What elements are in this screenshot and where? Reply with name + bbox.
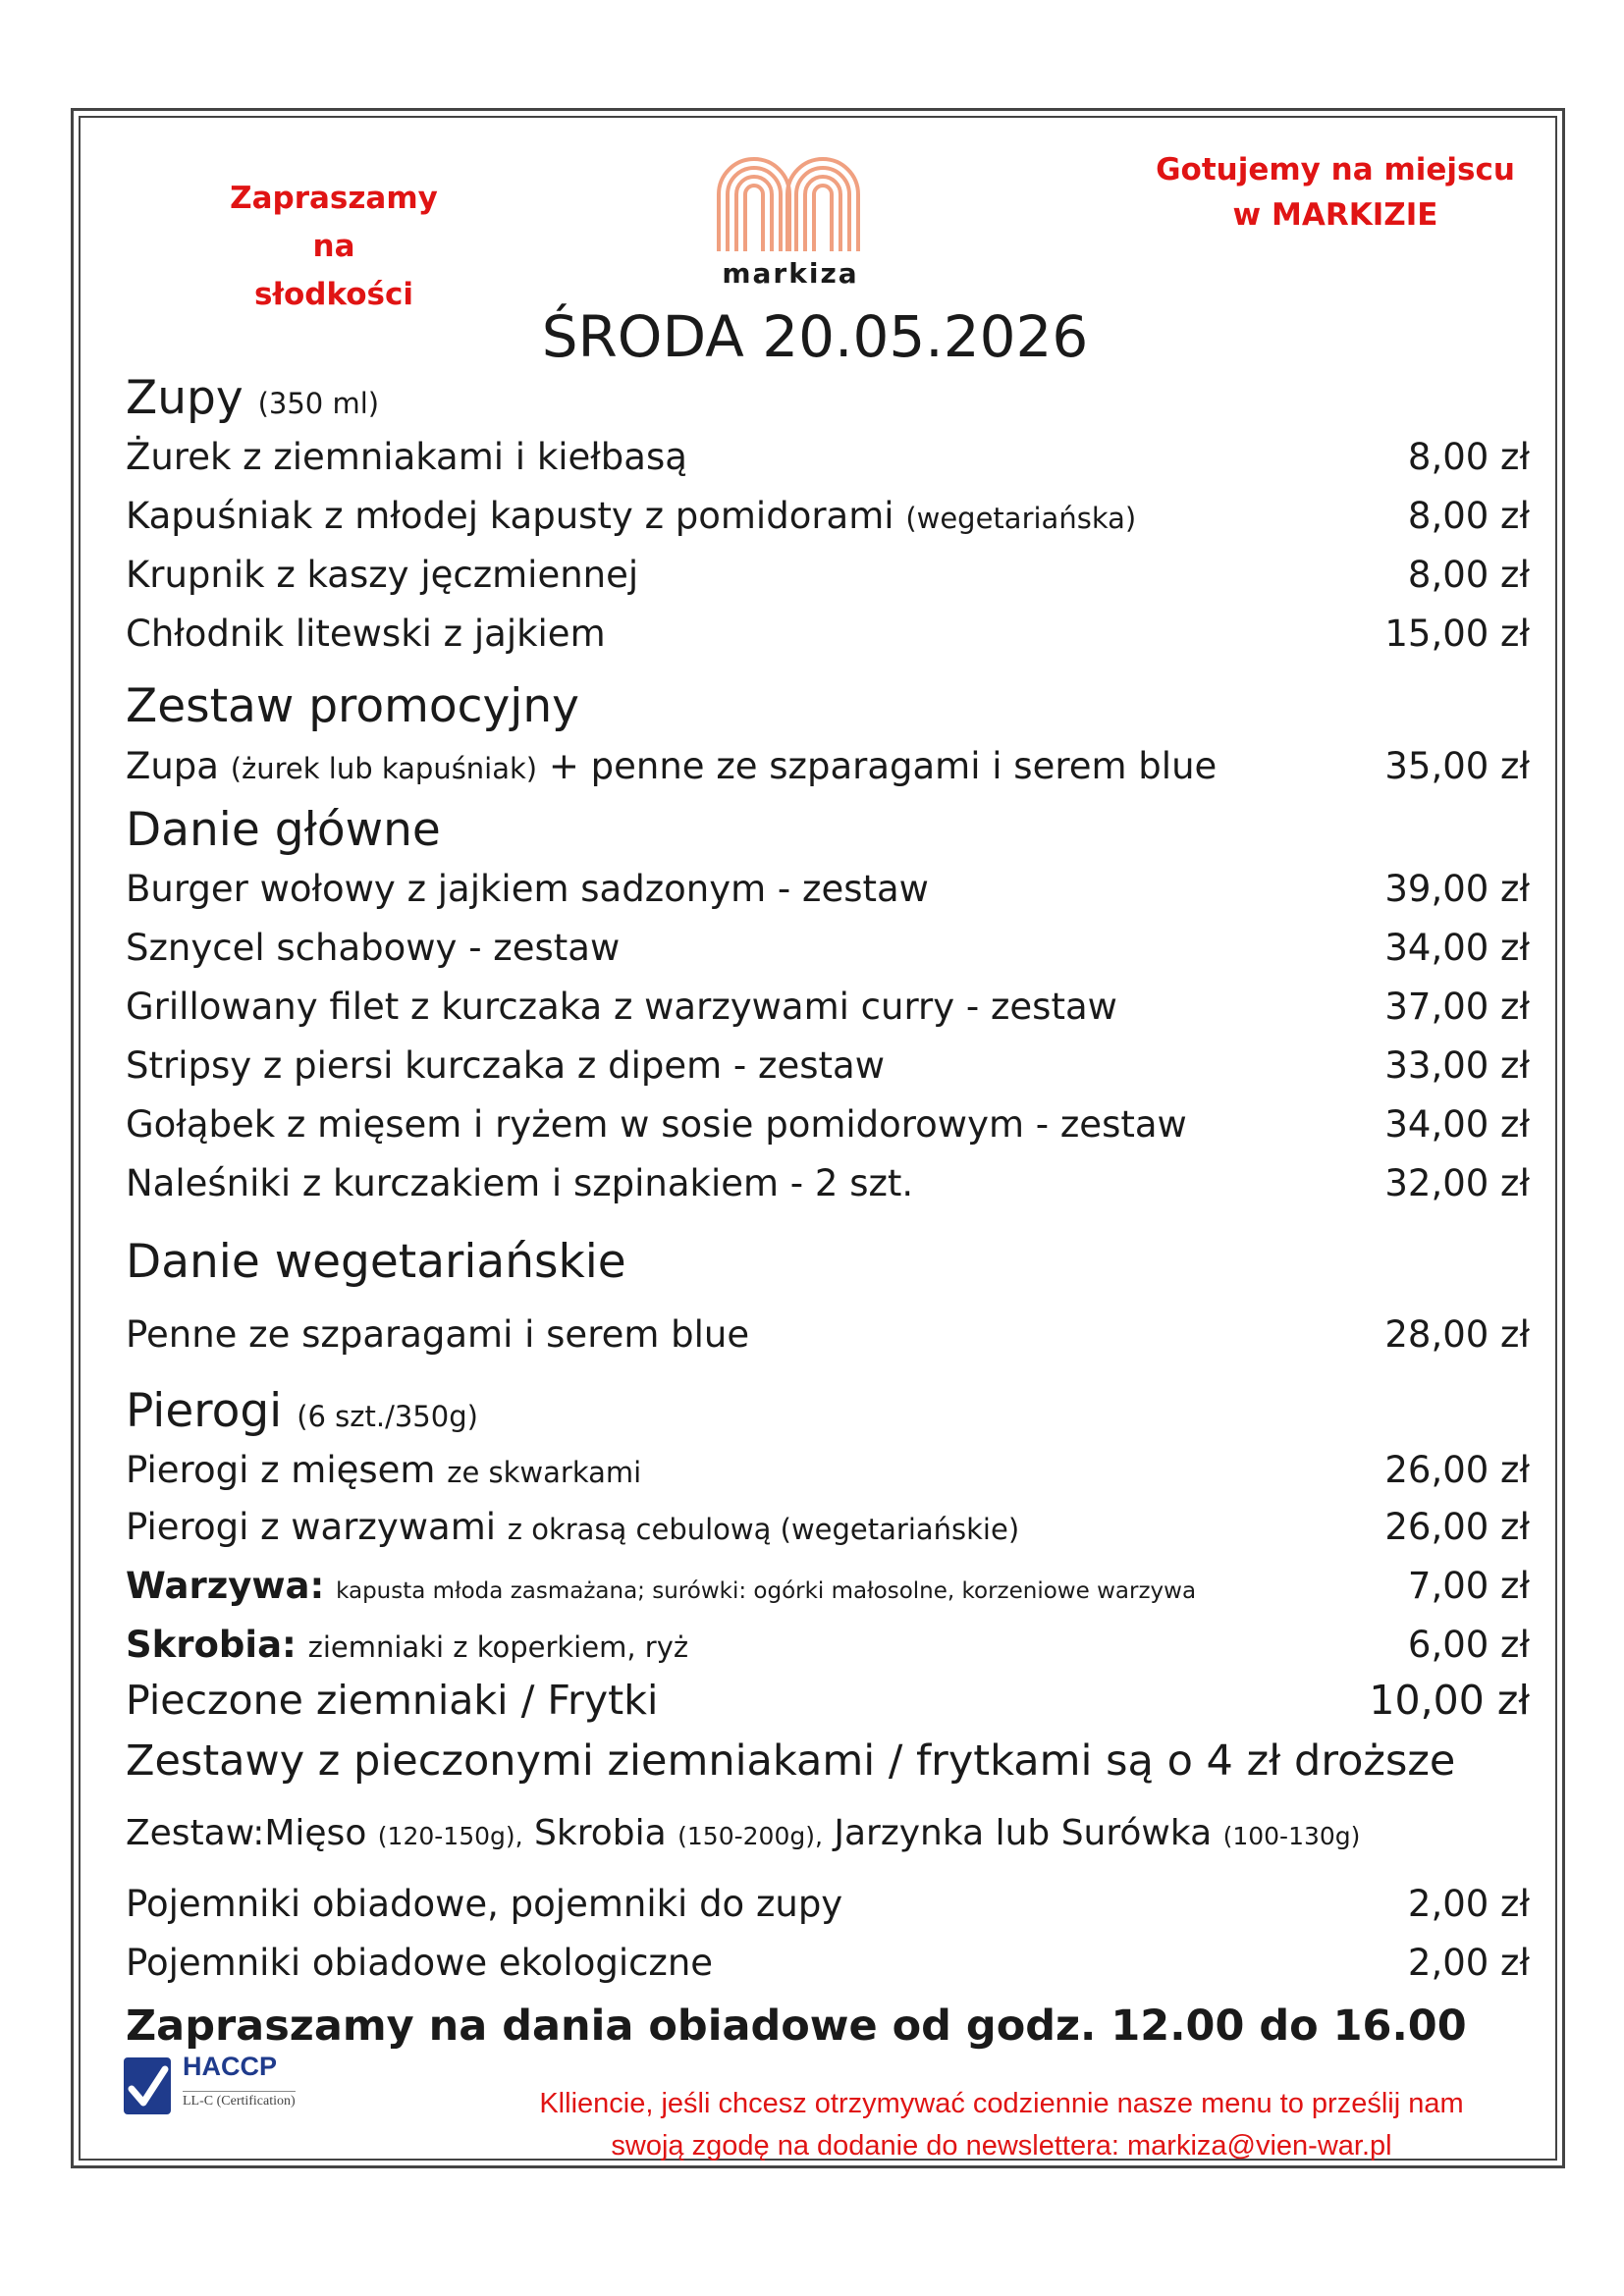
item-name: Grillowany filet z kurczaka z warzywami curry - zestaw xyxy=(126,986,1117,1028)
item-price: 33,00 zł xyxy=(1384,1044,1530,1087)
item-note: ze skwarkami xyxy=(447,1456,642,1489)
promo-set-title: Zestaw promocyjny xyxy=(126,679,579,733)
item-name: Gołąbek z mięsem i ryżem w sosie pomidorowym - zestaw xyxy=(126,1103,1187,1146)
item-price: 8,00 zł xyxy=(1407,495,1530,537)
vegetables-desc: kapusta młoda zasmażana; surówki: ogórki małosolne, korzeniowe warzywa xyxy=(336,1578,1197,1604)
menu-item-main-4 xyxy=(126,1041,1530,1092)
markiza-logo xyxy=(715,155,862,253)
opening-hours-note: Zapraszamy na dania obiadowe od godz. 12.00 do 16.00 xyxy=(126,2002,1467,2051)
sweets-invite-line1: Zapraszamy na xyxy=(230,181,438,264)
haccp-badge xyxy=(122,2052,328,2124)
item-name: Krupnik z kaszy jęczmiennej xyxy=(126,554,639,596)
item-note: (wegetariańska) xyxy=(905,502,1137,535)
item-price: 37,00 zł xyxy=(1384,986,1530,1028)
pierogi-heading xyxy=(126,1384,478,1444)
item-price: 2,00 zł xyxy=(1407,1942,1530,1984)
menu-item-soup-2 xyxy=(126,491,1530,542)
menu-date-title: ŚRODA 20.05.2026 xyxy=(541,303,1089,370)
item-name-group xyxy=(126,491,1136,544)
item-price: 6,00 zł xyxy=(1407,1624,1530,1666)
newsletter-line2: swoją zgodę na dodanie do newslettera: markiza@vien-war.pl xyxy=(611,2130,1392,2162)
vegetarian-title: Danie wegetariańskie xyxy=(126,1235,626,1289)
item-name-group xyxy=(126,1561,1196,1617)
sweets-invite-note xyxy=(206,175,461,319)
set-part-note: (120-150g), xyxy=(377,1822,523,1850)
cooking-note-line1: Gotujemy na miejscu xyxy=(1156,152,1515,187)
item-name: Pieczone ziemniaki / Frytki xyxy=(126,1677,659,1724)
promo-note: (żurek lub kapuśniak) xyxy=(230,752,538,785)
menu-item-main-5 xyxy=(126,1099,1530,1150)
item-name-group xyxy=(126,1620,688,1673)
brand-name: markiza xyxy=(722,257,859,290)
item-price: 7,00 zł xyxy=(1407,1565,1530,1607)
item-name: Naleśniki z kurczakiem i szpinakiem - 2 szt. xyxy=(126,1162,914,1204)
menu-item-main-1 xyxy=(126,864,1530,915)
item-price: 15,00 zł xyxy=(1384,613,1530,655)
item-name-group xyxy=(126,741,1217,794)
item-price: 10,00 zł xyxy=(1369,1677,1530,1724)
set-composition xyxy=(126,1808,1360,1862)
item-price: 28,00 zł xyxy=(1384,1313,1530,1356)
menu-item-soup-3 xyxy=(126,550,1530,601)
item-price: 34,00 zł xyxy=(1384,927,1530,969)
surcharge-note: Zestawy z pieczonymi ziemniakami / frytkami są o 4 zł droższe xyxy=(126,1736,1456,1786)
soups-heading xyxy=(126,371,379,431)
menu-item-container-2 xyxy=(126,1938,1530,1989)
cooking-note-line2: w MARKIZIE xyxy=(1232,197,1438,233)
pierogi-title: Pierogi xyxy=(126,1384,283,1438)
haccp-subtitle: LL-C (Certification) xyxy=(183,2091,296,2109)
vegetables-label: Warzywa: xyxy=(126,1565,325,1607)
set-part-label: Skrobia xyxy=(534,1813,667,1853)
pierogi-portion: (6 szt./350g) xyxy=(297,1400,478,1433)
item-name: Pierogi z mięsem xyxy=(126,1449,436,1491)
starch-label: Skrobia: xyxy=(126,1624,297,1666)
menu-item-pierogi-1 xyxy=(126,1445,1530,1496)
item-price: 8,00 zł xyxy=(1407,554,1530,596)
soups-title: Zupy xyxy=(126,371,244,425)
item-name: Żurek z ziemniakami i kiełbasą xyxy=(126,436,687,478)
item-name: Chłodnik litewski z jajkiem xyxy=(126,613,606,655)
item-name-group xyxy=(126,1502,1019,1555)
item-note: z okrasą cebulową (wegetariańskie) xyxy=(507,1513,1020,1546)
item-name: Pierogi z warzywami xyxy=(126,1506,497,1548)
item-price: 39,00 zł xyxy=(1384,868,1530,910)
promo-pre: Zupa xyxy=(126,745,219,787)
item-name-group xyxy=(126,1445,641,1498)
item-price: 34,00 zł xyxy=(1384,1103,1530,1146)
item-price: 32,00 zł xyxy=(1384,1162,1530,1204)
menu-item-main-3 xyxy=(126,982,1530,1033)
promo-set-item xyxy=(126,741,1530,792)
menu-item-fries xyxy=(126,1675,1530,1726)
menu-item-starch xyxy=(126,1620,1530,1671)
cooking-note xyxy=(1139,147,1532,238)
soups-portion: (350 ml) xyxy=(257,387,380,420)
haccp-title: HACCP xyxy=(183,2052,278,2081)
newsletter-line1: Klliencie, jeśli chcesz otrzymywać codziennie nasze menu to prześlij nam xyxy=(539,2088,1464,2119)
menu-item-container-1 xyxy=(126,1879,1530,1930)
starch-desc: ziemniaki z koperkiem, ryż xyxy=(307,1630,689,1664)
promo-post: + penne ze szparagami i serem blue xyxy=(548,745,1218,787)
item-name: Pojemniki obiadowe, pojemniki do zupy xyxy=(126,1883,843,1925)
set-part-note: (150-200g), xyxy=(677,1822,823,1850)
item-name: Stripsy z piersi kurczaka z dipem - zestaw xyxy=(126,1044,885,1087)
item-name: Burger wołowy z jajkiem sadzonym - zestaw xyxy=(126,868,929,910)
set-part-label: Zestaw:Mięso xyxy=(126,1813,367,1853)
haccp-check-icon xyxy=(122,2056,175,2118)
main-dishes-title: Danie główne xyxy=(126,803,441,857)
newsletter-note xyxy=(432,2083,1571,2167)
sweets-invite-line2: słodkości xyxy=(254,277,413,312)
item-price: 2,00 zł xyxy=(1407,1883,1530,1925)
set-part-label: Jarzynka lub Surówka xyxy=(834,1813,1213,1853)
menu-item-main-6 xyxy=(126,1158,1530,1209)
item-price: 35,00 zł xyxy=(1384,745,1530,787)
item-price: 8,00 zł xyxy=(1407,436,1530,478)
menu-item-soup-1 xyxy=(126,432,1530,483)
menu-item-soup-4 xyxy=(126,609,1530,660)
menu-item-vegetarian-1 xyxy=(126,1309,1530,1361)
item-name: Sznycel schabowy - zestaw xyxy=(126,927,621,969)
item-price: 26,00 zł xyxy=(1384,1449,1530,1491)
menu-item-vegetables xyxy=(126,1561,1530,1612)
item-price: 26,00 zł xyxy=(1384,1506,1530,1548)
menu-item-pierogi-2 xyxy=(126,1502,1530,1553)
item-name: Kapuśniak z młodej kapusty z pomidorami xyxy=(126,495,894,537)
item-name: Pojemniki obiadowe ekologiczne xyxy=(126,1942,714,1984)
item-name: Penne ze szparagami i serem blue xyxy=(126,1313,750,1356)
set-part-note: (100-130g) xyxy=(1222,1822,1361,1850)
menu-item-main-2 xyxy=(126,923,1530,974)
